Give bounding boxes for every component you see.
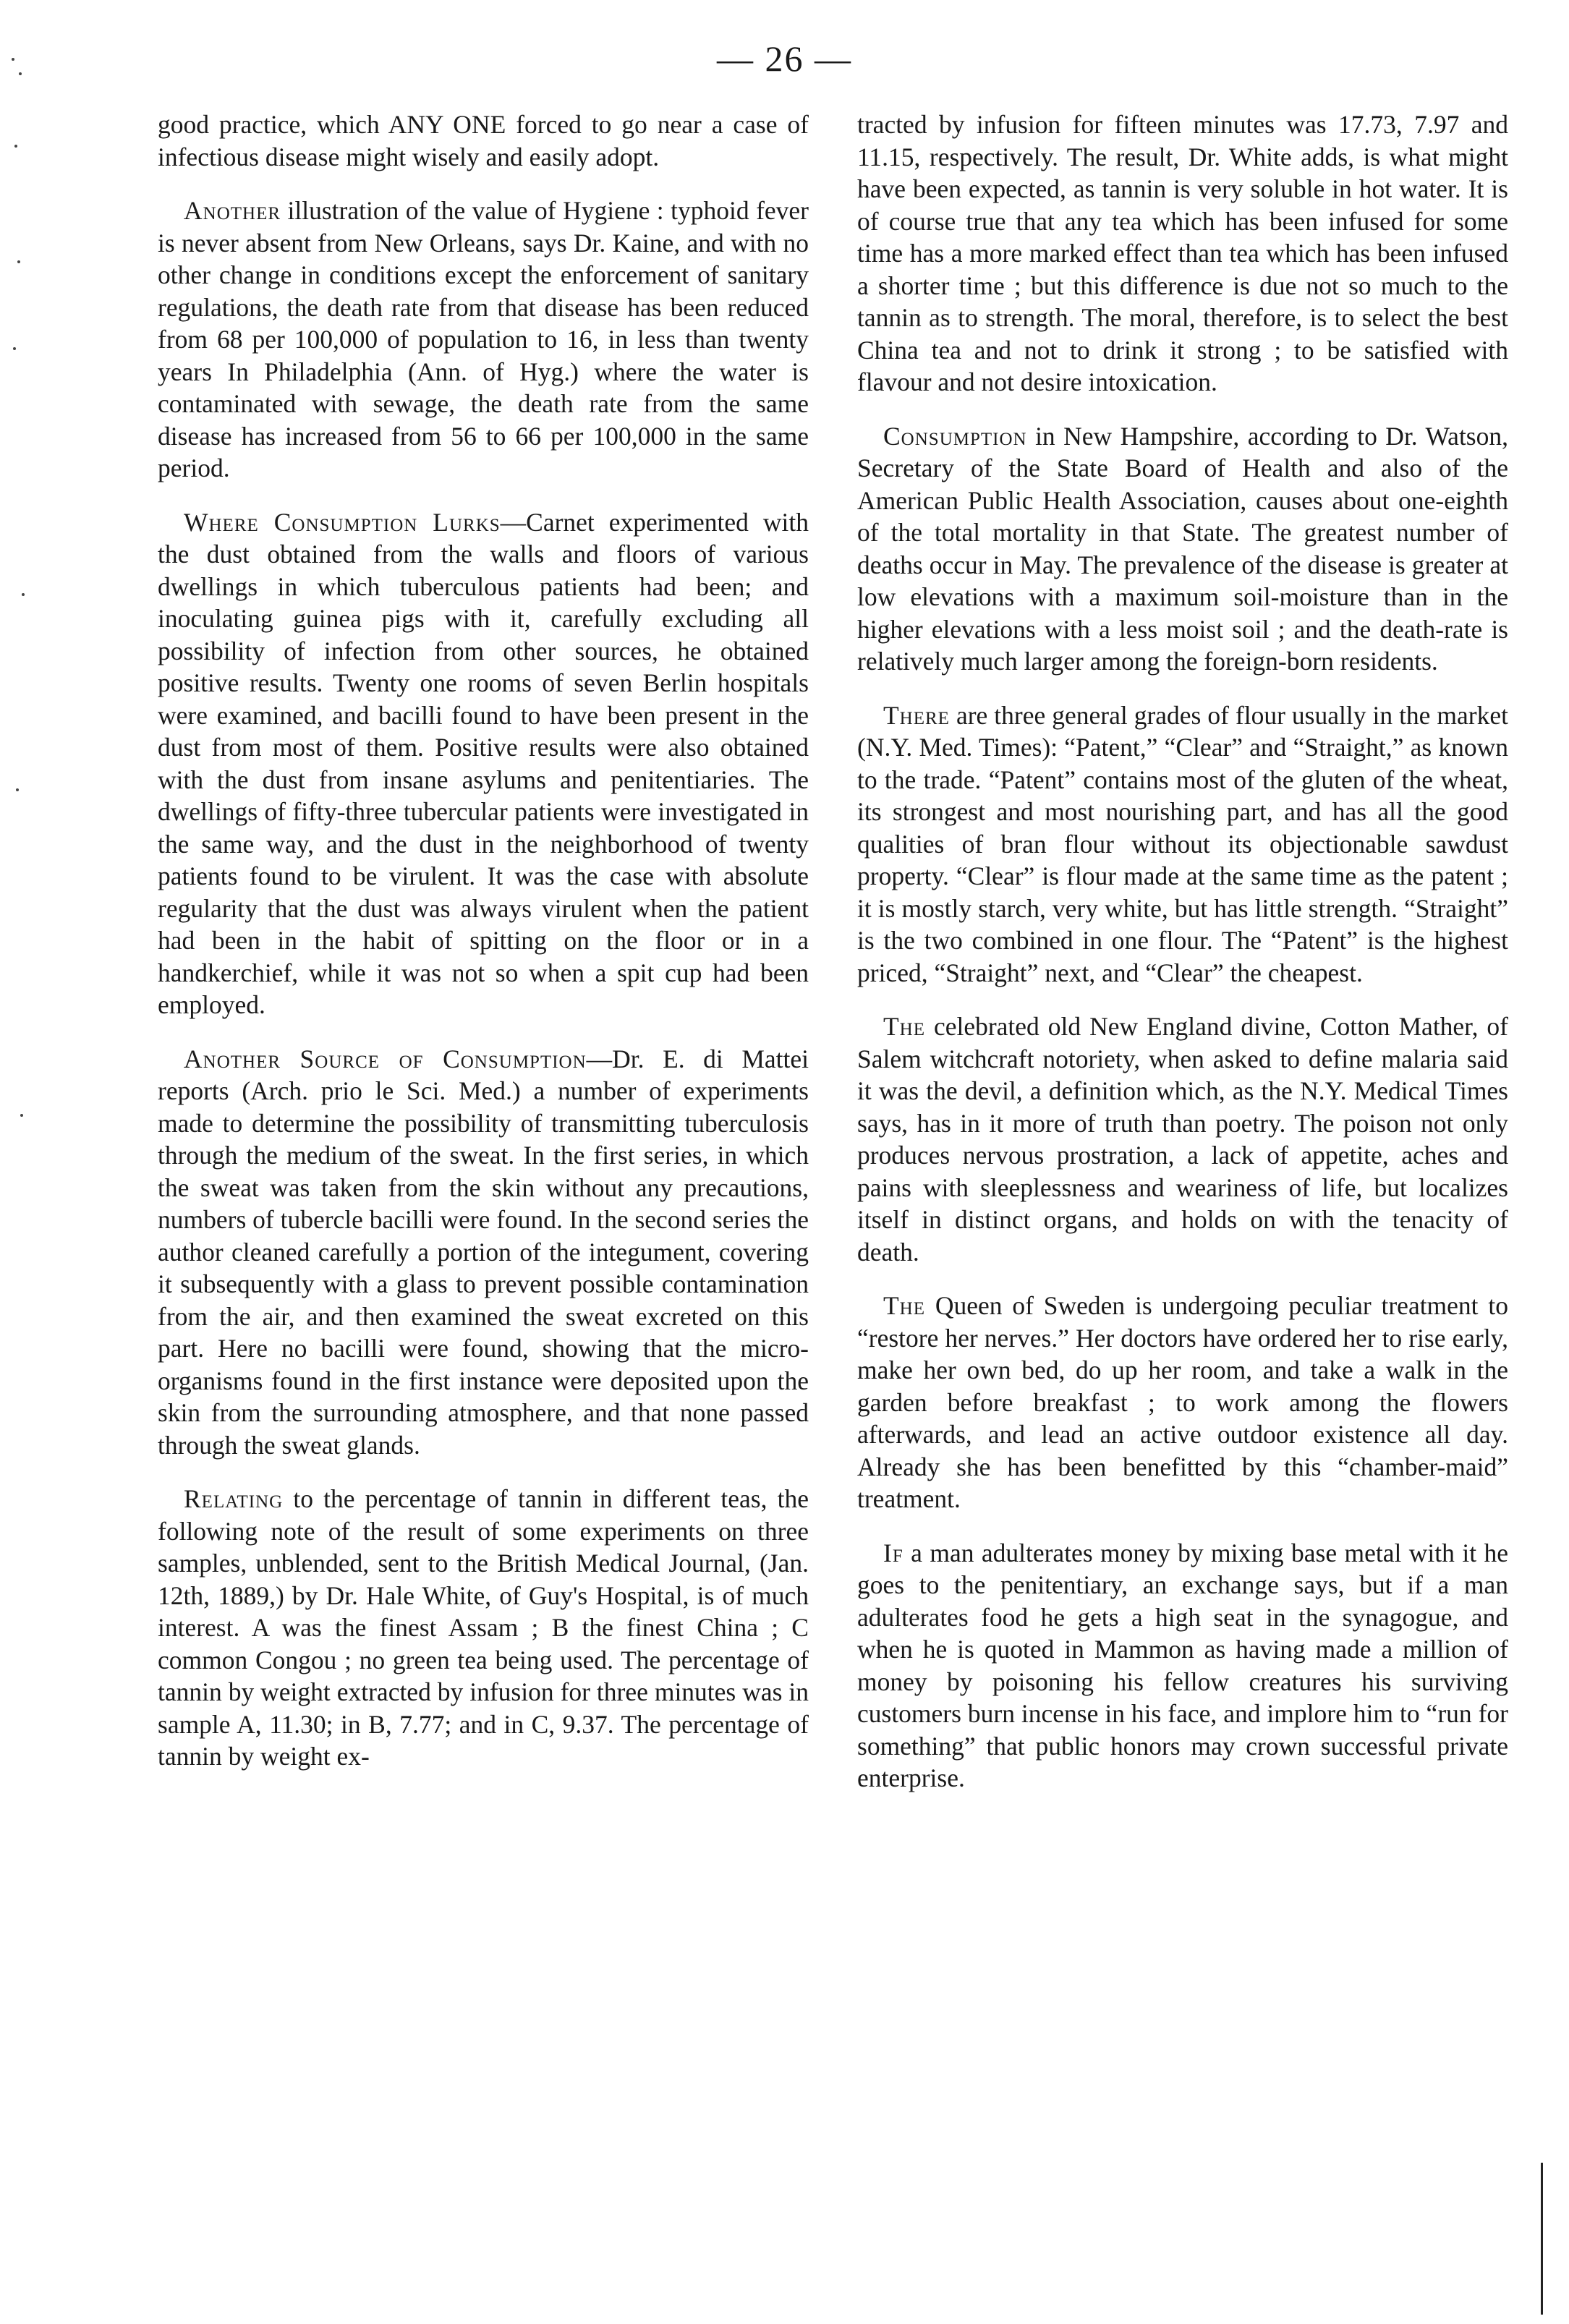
right-column <box>857 108 1508 1816</box>
paragraph-lead: The <box>883 1012 926 1041</box>
paragraph-text: to the percentage of tannin in different teas, the following note of the result of some experiments on three samples, unblended, sent to the British Medical Journal, (Jan. 12th, 1889,) by Dr. Hale White, of Guy's Hospital, is of much interest. A was the finest Assam ; B the finest China ; C common Congou ; no green tea being used. The percentage of tannin by weight extracted by infusion for three minutes was in sample A, 11.30; in B, 7.77; and in C, 9.37. The percentage of tannin by weight ex- <box>158 1484 809 1771</box>
paragraph-text: in New Hampshire, according to Dr. Watson, Secretary of the State Board of Health and also of the American Public Health Association, causes about one-eighth of the total mortality in that State. The greatest number of deaths occur in May. The prevalence of the disease is greater at low elevations with a maximum soil-moisture than in the higher elevations with a less moist soil ; and the death-rate is relatively much larger among the foreign-born residents. <box>857 421 1508 676</box>
paragraph <box>857 699 1508 989</box>
paragraph-text: illustration of the value of Hygiene : typhoid fever is never absent from New Orleans, says Dr. Kaine, and with no other change in conditions except the enforcement of sanitary regulations, the death rate from that disease has been reduced from 68 per 100,000 of population to 16, in less than twenty years In Philadelphia (Ann. of Hyg.) where the water is contaminated with sewage, the death rate from the same disease has increased from 56 to 66 per 100,000 in the same period. <box>158 196 809 482</box>
margin-rule <box>1541 2163 1543 2315</box>
paragraph <box>857 1537 1508 1795</box>
paragraph <box>158 195 809 485</box>
paragraph-text: are three general grades of flour usually in the market (N.Y. Med. Times): “Patent,” “Clear” and “Straight,” as known to the trade. “Patent” contains most of the gluten of the wheat, its strongest and most nourishing part, and has all the good qualities of bran flour without its objectionable sawdust property. “Clear” is flour made at the same time as the patent ; it is mostly starch, very white, but has little strength. “Straight” is the two combined in one flour. The “Patent” is the highest priced, “Straight” next, and “Clear” the cheapest. <box>857 700 1508 987</box>
paragraph-text: tracted by infusion for fifteen minutes was 17.73, 7.97 and 11.15, respectively. The result, Dr. White adds, is what might have been expected, as tannin is very soluble in hot water. It is of course true that any tea which has been infused for some time has a more marked effect than tea which has been infused a shorter time ; but this difference is due not so much to the tannin as to strength. The moral, therefore, is to select the best China tea and not to drink it strong ; to be satisfied with flavour and not desire intoxication. <box>857 110 1508 396</box>
left-column <box>158 108 809 1795</box>
paragraph-lead: Consumption <box>883 421 1027 451</box>
paragraph-text: good practice, which ANY ONE forced to go near a case of infectious disease might wisely and easily adopt. <box>158 110 809 171</box>
paragraph-lead: Another <box>184 196 281 225</box>
paragraph <box>158 506 809 1021</box>
paragraph-text: —Dr. E. di Mattei reports (Arch. prio le Sci. Med.) a number of experiments made to determine the possibility of transmitting tuberculosis through the medium of the sweat. In the first series, in which the sweat was taken from the skin without any precautions, numbers of tubercle bacilli were found. In the second series the author cleaned carefully a portion of the integument, covering it subsequently with a glass to prevent possible contamination from the air, and then examined the sweat excreted on this part. Here no bacilli were found, showing that the micro-organisms found in the first instance were deposited upon the skin from the surrounding atmosphere, and that none passed through the sweat glands. <box>158 1044 809 1460</box>
paragraph-text: celebrated old New England divine, Cotton Mather, of Salem witchcraft notoriety, when asked to define malaria said it was the devil, a definition which, as the N.Y. Medical Times says, has in it more of truth than poetry. The poison not only produces nervous prostration, a lack of appetite, aches and pains with sleeplessness and weariness of life, but localizes itself in distinct organs, and holds on with the tenacity of death. <box>857 1012 1508 1267</box>
paragraph-text: Queen of Sweden is undergoing peculiar treatment to “restore her nerves.” Her doctors have ordered her to rise early, make her own bed, do up her room, and take a walk in the garden before breakfast ; to work among the flowers afterwards, and lead an active outdoor existence all day. Already she has been benefitted by this “chamber-maid” treatment. <box>857 1291 1508 1513</box>
page-number: — 26 — <box>717 38 852 79</box>
paragraph-lead: The <box>883 1291 926 1320</box>
paragraph <box>857 1290 1508 1515</box>
paragraph <box>857 1010 1508 1268</box>
paragraph-lead: Relating <box>184 1484 284 1513</box>
paragraph-lead: There <box>883 700 950 730</box>
paragraph-text: —Carnet experimented with the dust obtained from the walls and floors of various dwellings in which tuberculous patients had been; and inoculating guinea pigs with it, carefully excluding all possibility of infection from other sources, he obtained positive results. Twenty one rooms of seven Berlin hospitals were examined, and bacilli found to have been present in the dust from most of them. Positive results were also obtained with the dust from insane asylums and penitentiaries. The dwellings of fifty-three tubercular patients were investigated in the same way, and the dust in the neighborhood of twenty patients found to be virulent. It was the case with absolute regularity that the dust was always virulent when the patient had been in the habit of spitting on the floor or in a handkerchief, while it was not so when a spit cup had been employed. <box>158 507 809 1019</box>
paragraph-text: a man adulterates money by mixing base metal with it he goes to the penitentiary, an exchange says, but if a man adulterates food he gets a high seat in the synagogue, and when he is quoted in Mammon as having made a million of money by poisoning his fellow creatures his surviving customers burn incense in his face, and implore him to “run for something” that public honors may crown successful private enterprise. <box>857 1538 1508 1792</box>
paragraph <box>857 420 1508 678</box>
margin-specks <box>9 43 30 1273</box>
paragraph-lead: If <box>883 1538 903 1567</box>
paragraph <box>158 1483 809 1773</box>
paragraph-lead: Another Source of Consumption <box>184 1044 587 1073</box>
paragraph-lead: Where Consumption Lurks <box>184 507 501 537</box>
paragraph <box>857 108 1508 399</box>
paragraph <box>158 108 809 173</box>
paragraph <box>158 1043 809 1462</box>
